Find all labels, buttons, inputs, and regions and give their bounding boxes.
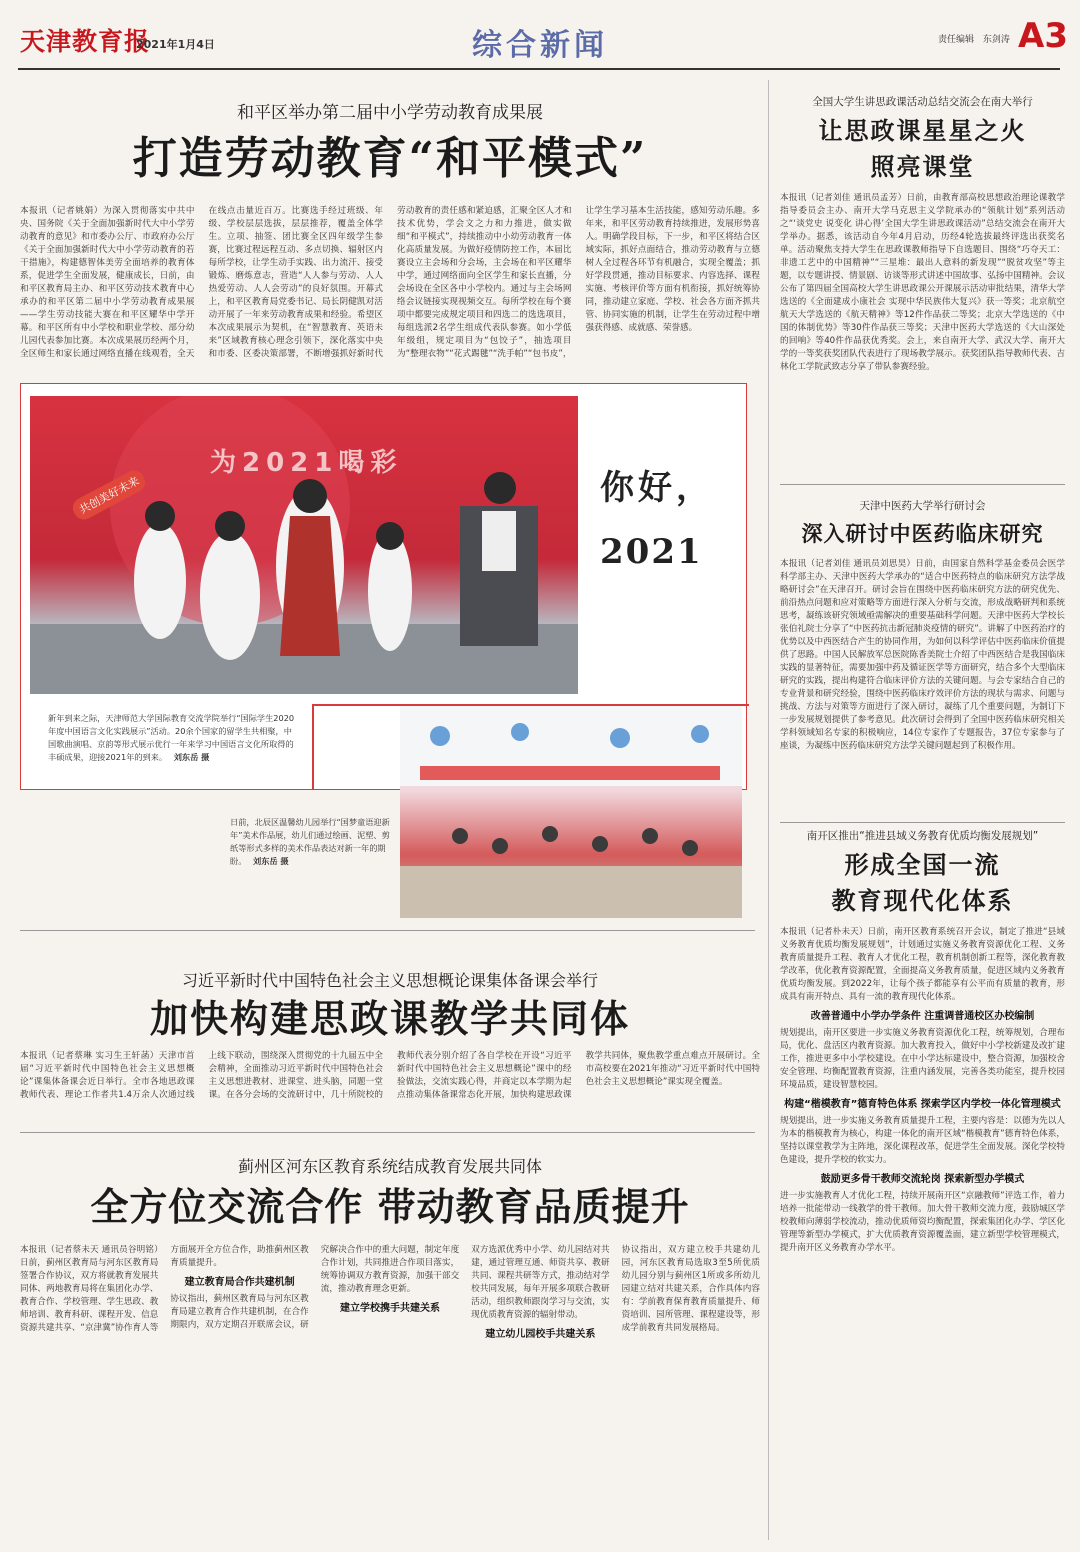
nankai-subhead-2: 构建“楷模教育”德育特色体系 探索学区内学校一体化管理模式: [784, 1099, 1061, 1110]
tcm-body: 本报讯（记者刘佳 通讯员刘思昊）日前，由国家自然科学基金委员会医学科学部主办、天津中医药大学承办的“适合中医药特点的临床研究方法学战略研讨会”在天津召开。研讨会旨在围绕中医药临床研究方法的研究优先、前沿热点问题和应对策略等方面进行深入分析与交流，形成战略研判和系统思考，凝练该研究领域亟需解决的重要基础科学问题。天津中医药大学校长张伯礼院士分享了“中医药抗击新冠肺炎疫情的研究”。讲解了中医药治疗的优势以及中西医结合产生的协同作用，为如何以科学评估中医药临床价值提供了思路。中国人民解放军总医院陈香美院士介绍了中西医结合是我国临床实践的显著特征，需要加强中药及循证医学等方面研究，结合多个大型临床研究的实践，提出构建符合临床评价方法的关键问题。与会专家结合自己的专业背景和研究经验，围绕中医药临床疗效评价方法的现状与需求、问题与挑战、方法与对策等方面进行了深入研讨，凝练了几个重要问题，为制订下一步发展规划提供了参考意见。此次研讨会得到了全国中医药临床研究相关学科领域知名专家的积极响应，14位专家作了专题报告，37位专家参与了座谈，为凝练中医药临床研究方法学关键问题起到了积极作用。: [780, 559, 1065, 751]
editor-name: 东剑涛: [982, 35, 1010, 45]
caption-frame-vline: [312, 704, 314, 790]
jizhou-kicker: 蓟州区河东区教育系统结成教育发展共同体: [237, 1157, 542, 1176]
nankai-intro: 本报讯（记者朴未天）日前，南开区教育系统召开会议，制定了推进“县域义务教育优质均衡发展规划”，计划通过实施义务教育资源优化工程、义务教育质量提升工程、教育人才优化工程，教育机制创新工程等，深化教育教学改革，优化教育资源配置，全面提高义务教育质量，促进区域内义务教育优质均衡发展。到2022年，让每个孩子都能享有公平而有质量的教育，形成具有南开特点、具有一流的教育现代化体系。: [780, 927, 1065, 1002]
nankai-body-1: 规划提出，南开区要进一步实施义务教育资源优化工程，统筹规划，合理布局，优化、盘活区内教育资源。加大教育投入，做好中小学校新建及改扩建工作，推进更多中小学校建设。在中小学达标建设中，整合资源，加强校舍安全管理、均衡配置教育资源，注重内涵发展，完善各类功能室，提升校园环境品质，建设智慧校园。: [780, 1028, 1065, 1090]
column-divider: [768, 80, 769, 1540]
middle-section-rule: [20, 1132, 755, 1133]
nankai-body-2: 规划提出，进一步实施义务教育质量提升工程，主要内容是：以德为先以人为本的楷模教育为核心，构建一体化的南开区域“楷模教育”德育特色体系，坚持以课堂教学为主阵地，深化课程改革，促进学生全面发展。深化学校特色建设，提升学校的软实力。: [780, 1116, 1065, 1165]
ideology-rule: [780, 484, 1065, 485]
jizhou-subhead-3: 建立幼儿园校手共建关系: [485, 1329, 596, 1340]
nankai-subhead-1: 改善普通中小学办学条件 注重调普通校区办校编制: [810, 1011, 1035, 1022]
paper-name: 天津教育报: [20, 27, 151, 56]
nankai-headline-line2: 教育现代化体系: [831, 886, 1014, 915]
main-photo-credit: 刘东岳 摄: [173, 752, 210, 762]
banner-text: 为2021喝彩: [210, 448, 403, 478]
jizhou-body: [20, 1244, 760, 1542]
tcm-kicker: 天津中医药大学举行研讨会: [859, 500, 986, 512]
tcm-rule: [780, 822, 1065, 823]
course-headline: 加快构建思政课教学共同体: [149, 996, 630, 1041]
main-photo-caption: [48, 712, 300, 772]
photo-overlay-line1: 你好，: [600, 468, 714, 508]
nankai-body-3: 进一步实施教育人才优化工程，持续开展南开区“京融教师”评选工作，着力培养一批能带动一线教学的骨干教师。加大骨干教师交流力度，鼓励城区学校教师向薄弱学校流动，推动优质师资均衡配置，探索集团化办学、学区化管理等新型办学模式，扩大优质教育资源覆盖面，建立新型学校管理模式，提升南开区义务教育办学水平。: [780, 1191, 1065, 1253]
kindergarten-caption-text: 日前，北辰区温馨幼儿园举行“国梦童语迎新年”美术作品展，幼儿们通过绘画、泥塑、剪纸等形式多样的美术作品表达对新一年的期盼。: [230, 817, 390, 866]
labor-headline: 打造劳动教育“和平模式”: [132, 133, 648, 184]
editor-credit: [938, 32, 1010, 45]
main-photo-scene: [30, 396, 578, 694]
section-title: 综合新闻: [472, 28, 608, 63]
jizhou-body-intro: 本报讯（记者蔡未天 通讯员谷明铭）日前，蓟州区教育局与河东区教育局签署合作协议，双方将就教育发展共同体、两地教育局将在集团化办学、教育合作、学校管理、学生思政、教师培训、教育科研、课程开发、信息资源共建共享、“京津冀”协作育人等方面展开全方位合作，助推蓟州区教育质量提升。: [20, 1245, 309, 1333]
page-number: A3: [1018, 16, 1068, 56]
labor-body: 本报讯（记者姚娟）为深入贯彻落实中共中央、国务院《关于全面加强新时代大中小学劳动教育的意见》和市委办公厅、市政府办公厅《关于全面加强新时代大中小学劳动教育的若干措施》，构建德智体美劳全面培养的教育体系，促进学生全面发展，健康成长，日前，由和平区教育局主办、和平区劳动技术教育中心承办的和平区第二届中小学劳动教育成果展——学生劳动技能大赛在和平区耀华中学开幕。和平区所有中小学校和职业学校、部分幼儿园代表参加比赛。本次成果展历经两个月，全区师生和家长通过网络直播在线观看，全天在线点击量近百万。比赛选手经过班级、年级、学校层层选拔，层层推荐，覆盖全体学生。立项、抽签、团比赛全区四年级学生参赛，比赛过程远程互动、多点切换、辐射区内每所学校，让学生动手实践、出力流汗、接受锻炼、磨炼意志，营造“人人参与劳动、人人热爱劳动、人人会劳动”的良好氛围。开幕式上，和平区教育局党委书记、局长阴健凯对活动开展了一年来劳动教育成果和经验。希望区本次成果展示为契机，在“智慧教育、英语未来”区域教育核心理念引领下，深化落实中央和市委、区委决策部署，不断增强抓好新时代劳动教育的责任感和紧迫感，汇聚全区人才和技术优势，学会文之力和力推进，做实做细“和平模式”，持续推动中小幼劳动教育一体化高质量发展。为做好疫情防控工作，本届比赛设立主会场和分会场，主会场在和平区耀华中学，通过网络面向全区学生和家长直播，分会场设在全区各中小学校内。通过与主会场网络会议链接实现视频交互。每所学校在每个赛项中都要完成规定项目和四选二的选选项目，每组选派2名学生组成代表队参赛。如小学低年级组，规定项目为“包饺子”，抽选项目为“整理衣物”“花式踢毽”“洗手帕”“包书皮”，让学生学习基本生活技能，感知劳动乐趣。多年来，和平区劳动教育持续推进，发展形势喜人。明确学段目标，下一步，和平区将结合区域实际，抓好点面结合，推动劳动教育与立德树人全过程各环节有机融合，实现全覆盖；抓好学段贯通，推动目标要求、内容选择、课程实施、考核评价等方面有机衔接，抓好统筹协同，推动建立家庭、学校、社会各方面齐抓共管、协同实施的机制，让学生在劳动过程中增强获得感、成就感、荣誉感。: [20, 206, 760, 359]
kindergarten-photo: [400, 706, 742, 918]
nankai-subhead-3: 鼓励更多骨干教师交流轮岗 探索新型办学模式: [820, 1174, 1025, 1185]
nankai-kicker: 南开区推出“推进县域义务教育优质均衡发展规划”: [806, 830, 1039, 842]
nankai-headline-line1: 形成全国一流: [844, 850, 1001, 879]
jizhou-body-2: 双方选派优秀中小学、幼儿园结对共建，通过管理互通、师资共享、教研共同、课程共研等方式，推动结对学校共同发展，每年开展多项联合教研活动，组织教师跟岗学习与交流，实现优质教育资源的辐射带动。: [471, 1245, 610, 1320]
nankai-body: [780, 926, 1065, 1540]
masthead-rule: [18, 68, 1060, 70]
course-kicker: 习近平新时代中国特色社会主义思想概论课集体备课会举行: [181, 971, 598, 990]
ideology-headline-line1: 让思政课星星之火: [818, 116, 1027, 145]
jizhou-subhead-1: 建立教育局合作共建机制: [184, 1277, 295, 1288]
labor-kicker: 和平区举办第二届中小学劳动教育成果展: [237, 103, 543, 123]
editor-label: 责任编辑: [938, 35, 975, 45]
ideology-headline-line2: 照亮课堂: [870, 152, 975, 181]
jizhou-headline: 全方位交流合作 带动教育品质提升: [90, 1184, 690, 1229]
jizhou-subhead-2: 建立学校携手共建关系: [339, 1303, 440, 1314]
sign-text: 共创美好未来: [69, 467, 148, 523]
tcm-headline: 深入研讨中医药临床研究: [801, 521, 1044, 546]
kindergarten-caption: [230, 816, 390, 902]
main-photo: [30, 396, 578, 694]
masthead: [0, 0, 1080, 74]
ideology-body: 本报讯（记者刘佳 通讯员孟芳）日前，由教育部高校思想政治理论课教学指导委员会主办、南开大学马克思主义学院承办的“领航计划”系列活动之“‘谈党史 说变化 讲心得’全国大学生讲思政课活动”总结交流会在南开大学举办。据悉，该活动自今年4月启动，历经4轮选拔最终评选出获奖名单。活动聚焦支持大学生在思政课教师指导下自选题目、围绕“巧夺天工：非遗工艺中的中国精神”“三星堆：最出人意料的新发现”“脱贫攻坚”等主题，以专题讲授、情景剧、访谈等形式讲述中国故事、弘扬中国精神。会议公布了第四届全国高校大学生讲思政课公开课展示活动审批结果，清华大学选送的《全面建成小康社会 实现中华民族伟大复兴》获一等奖；北京航空航天大学选送的《航天精神》等12件作品获二等奖；北京大学选送的《中国的体制优势》等30件作品获三等奖；天津中医药大学选送的《大山深处的回响》等40件作品获优秀奖。会上，来自南开大学、武汉大学、南开大学的一等奖获奖团队代表进行了现场教学展示。获奖团队指导教师代表、吉林化工学院武致志分享了带队参赛经验。: [780, 193, 1065, 372]
main-photo-caption-text: 新年到来之际，天津师范大学国际教育交流学院举行“国际学生2020年度中国语言文化实践展示”活动。20余个国家的留学生共相聚，中国歌曲演唱、京韵等形式展示优行一年来学习中国语言文化所取得的丰硕成果，迎接2021年的到来。: [48, 713, 295, 762]
jizhou-body-1: 协议指出，蓟州区教育局与河东区教育局建立教育合作共建机制，在合作期限内，双方定期召开联席会议，研究解决合作中的重大问题，制定年度合作计划，共同推进合作项目落实，统筹协调双方教育资源，加强干部交流，推动教育理念更新。: [170, 1245, 460, 1330]
issue-date: 2021年1月4日: [136, 38, 215, 51]
kindergarten-scene: [400, 706, 742, 918]
kindergarten-credit: 刘东岳 摄: [253, 856, 289, 866]
course-body: 本报讯（记者蔡琳 实习生王轩菡）天津市首届“习近平新时代中国特色社会主义思想概论”课集体备课会近日举行。全市各地思政课教师代表、理论工作者共1.4万余人次通过线上线下联动，围绕深入贯彻党的十九届五中全会精神，全面推动习近平新时代中国特色社会主义思想进教材、进课堂、进头脑，同题一堂课。在各分会场的交流研讨中，几十所院校的教师代表分别介绍了各自学校在开设“习近平新时代中国特色社会主义思想概论”课中的经验做法，交流实践心得，并商定以本学期为起点推动集体备课常态化开展，加快构建思政课教学共同体，聚焦教学重点难点开展研讨。全市高校要在2021年推动“习近平新时代中国特色社会主义思想概论”课实现全覆盖。: [20, 1051, 760, 1100]
upper-section-rule: [20, 930, 755, 931]
jizhou-body-3: 协议指出，双方建立校手共建幼儿园，河东区教育局选取3至5所优质幼儿园分别与蓟州区1所或多所幼儿园建立结对共建关系，合作具体内容有：学前教育保育教育质量提升、师资培训、园所管理、课程建设等，形成学前教育共同发展格局。: [621, 1245, 760, 1333]
ideology-kicker: 全国大学生讲思政课活动总结交流会在南大举行: [812, 96, 1033, 108]
photo-overlay-line2: 2021: [600, 532, 703, 572]
